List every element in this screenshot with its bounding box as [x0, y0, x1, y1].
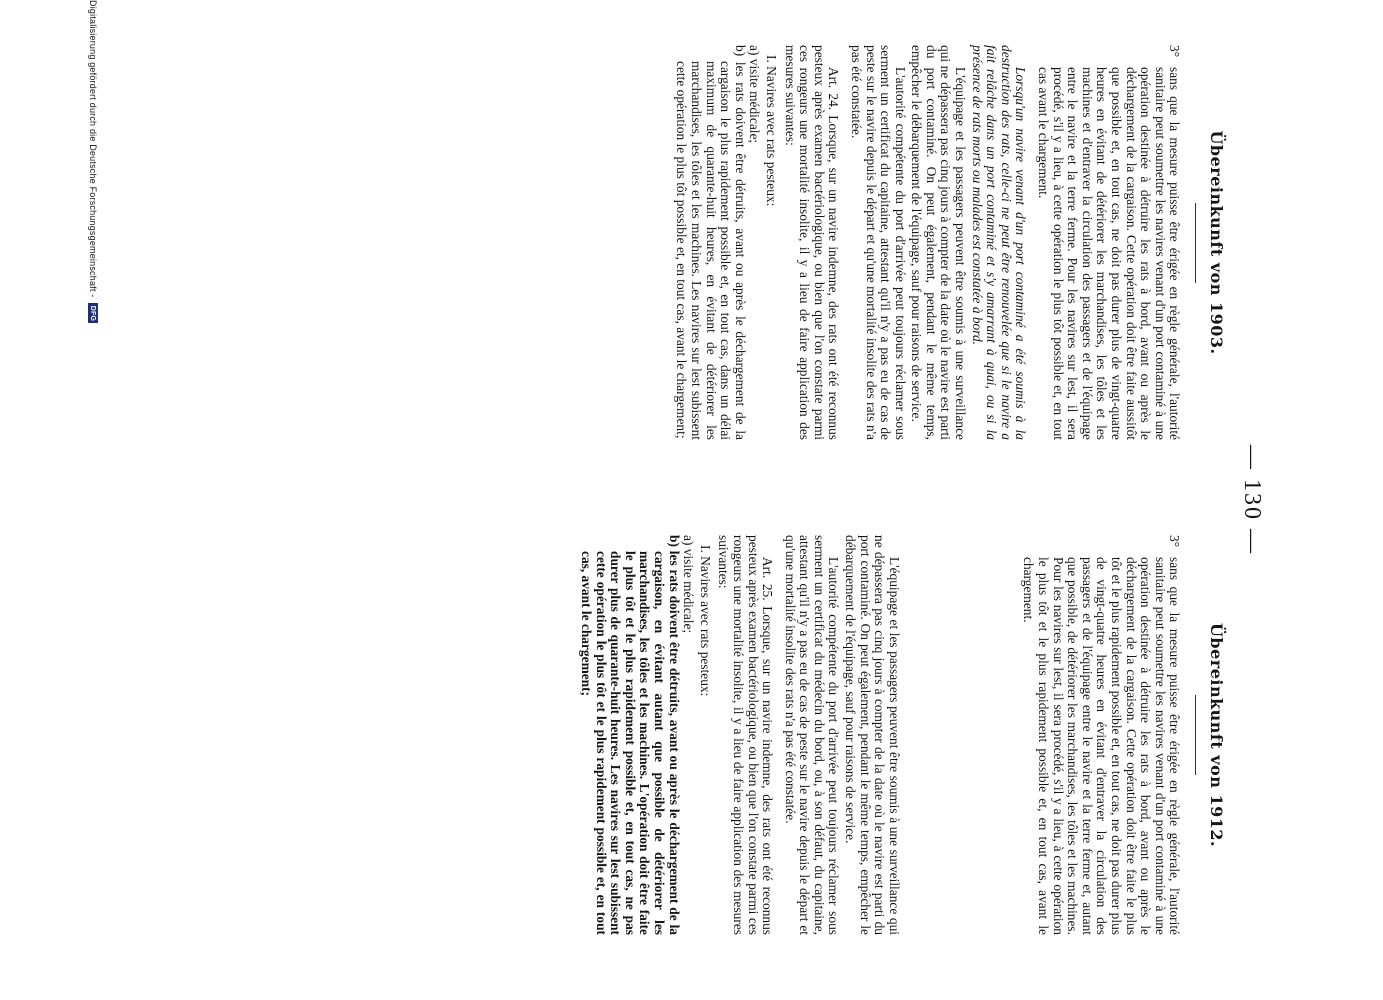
paragraph-certificate: L'autorité compétente du port d'arrivée peut toujours réclamer sous serment un certificat du médecin du bord, ou, à son défaut, du capitaine, attestant qu'il n'y a pas eu de cas de peste sur le navire depuis le départ et qu'une mortalité insolite des rats n'a pas été constatée.	[782, 535, 842, 935]
paragraph-rats-destruction: Lorsqu'un navire venant d'un port contaminé a été soumis à la destruction des rats, celle-ci ne peut être renouvelée que si le navire a fait relâche dans un port contaminé et s'y amarrant à quai, ou si la présence de rats morts ou malades est constatée à bord.	[969, 45, 1029, 440]
list-heading: I. Navires avec rats pesteux:	[763, 55, 779, 207]
paragraph-article-24: Art. 24. Lorsque, sur un navire indemne, des rats ont été reconnus pesteux après examen bactériologique, ou bien que l'on constate parmi ces rongeurs une mortalité insolite, il y a lieu de faire application des mesures suivantes:	[782, 45, 842, 440]
paragraph-3	[1035, 45, 1181, 440]
list-item-a: a) visite médicale;	[747, 45, 763, 144]
heading-rule	[1195, 695, 1196, 775]
list-item-b: b) les rats doivent être détruits, avant ou après le déchargement de la cargaison le plus rapidement possible et, en tout cas, dans un délai maximum de quarante-huit heures, en évitant de détériorer les marchandises, les tôles et les machines. Les navires sur lest subissent cette opération le plus tôt possible et, en tout cas, avant le chargement;	[674, 45, 748, 440]
paragraph-number: 3°	[1167, 45, 1183, 58]
column-1912	[578, 535, 1226, 935]
digitization-stamp	[88, 0, 98, 1000]
list-heading: I. Navires avec rats pesteux:	[697, 545, 713, 697]
paragraph-certificate: L'autorité compétente du port d'arrivée peut toujours réclamer sous serment un certificat du capitaine, attestant qu'il n'y a pas eu de cas de peste sur le navire depuis le départ et qu'une mortalité insolite des rats n'a pas été constatée.	[848, 45, 908, 440]
paragraph-crew-surveillance: L'équipage et les passagers peuvent être soumis à une surveillance qui ne dépassera pas cinq jours à compter de la date où le navire est parti du port contaminé. On peut également, pendant le même temps, empêcher le débarquement de l'équipage, sauf pour raisons de service.	[843, 535, 902, 935]
page-number: — 130 —	[1239, 445, 1265, 555]
column-1903	[674, 45, 1226, 440]
paragraph-text: sans que la mesure puisse être érigée en règle générale, l'autorité sanitaire peut soumettre les navires venant d'un port contaminé à une opération destinée à détruire les rats à bord, avant ou après le déchargement de la cargaison. Cette opération doit être faite le plus tôt et le plus rapidement possible et, en tout cas, ne doit pas durer plus de vingt-quatre heures en évitant d'entraver la circulation des passagers et de l'équipage entre le navire et la terre ferme et, autant que possible, de détériorer les marchandises, les tôles et les machines. Pour les navires sur lest, il sera procédé, s'il y a lieu, à cette opération le plus tôt et le plus rapidement possible et, en tout cas, avant le chargement.	[1021, 557, 1183, 935]
column-heading-1903: Übereinkunft von 1903.	[1207, 130, 1226, 355]
paragraph-text: sans que la mesure puisse être érigée en règle générale, l'autorité sanitaire peut soumettre les navires venant d'un port contaminé à une opération destinée à détruire les rats à bord, avant ou après le déchargement de la cargaison. Cette opération doit être faite aussitôt que possible et, en tout cas, ne doit pas durer plus de vingt-quatre heures en évitant de détériorer les marchandises, les tôles et les machines et d'entraver la circulation des passagers et de l'équipage entre le navire et la terre ferme. Pour les navires sur lest, il sera procédé, s'il y a lieu, à cette opération le plus tôt possible et, en tout cas avant le chargement.	[1036, 67, 1183, 440]
paragraph-3	[1021, 535, 1182, 935]
stamp-text: Digitalisierung gefördert durch die Deutsche Forschungsgemeinschaft -	[88, 0, 98, 298]
paragraph-article-25: Art. 25. Lorsque, sur un navire indemne, des rats ont été reconnus pesteux après examen bactériologique, ou bien que l'on constate parmi ces rongeurs une mortalité insolite, il y a lieu de faire application des mesures suivantes:	[716, 535, 776, 935]
paragraph-number: 3°	[1167, 535, 1183, 548]
list-item-a: a) visite médicale;	[681, 535, 697, 634]
heading-rule	[1195, 203, 1196, 283]
dfg-logo: DFG	[88, 303, 98, 323]
list-item-b: b) les rats doivent être détruits, avant ou après le déchargement de la cargaison, en évitant autant que possible de détériorer les marchandises, les tôles et les machines. L'opération doit être faite le plus tôt et le plus rapidement possible et, en tout cas, ne pas durer plus de quarante-huit heures. Les navires sur lest subissent cette opération le plus tôt et le plus rapidement possible et, en tout cas, avant le chargement;	[579, 535, 682, 935]
paragraph-crew-surveillance: L'équipage et les passagers peuvent être soumis à une surveillance qui ne dépassera pas cinq jours à compter de la date où le navire est parti du port contaminé. On peut également, pendant le même temps, empêcher le débarquement de l'équipage, sauf pour raisons de service.	[909, 45, 969, 440]
column-heading-1912: Übereinkunft von 1912.	[1207, 622, 1226, 848]
